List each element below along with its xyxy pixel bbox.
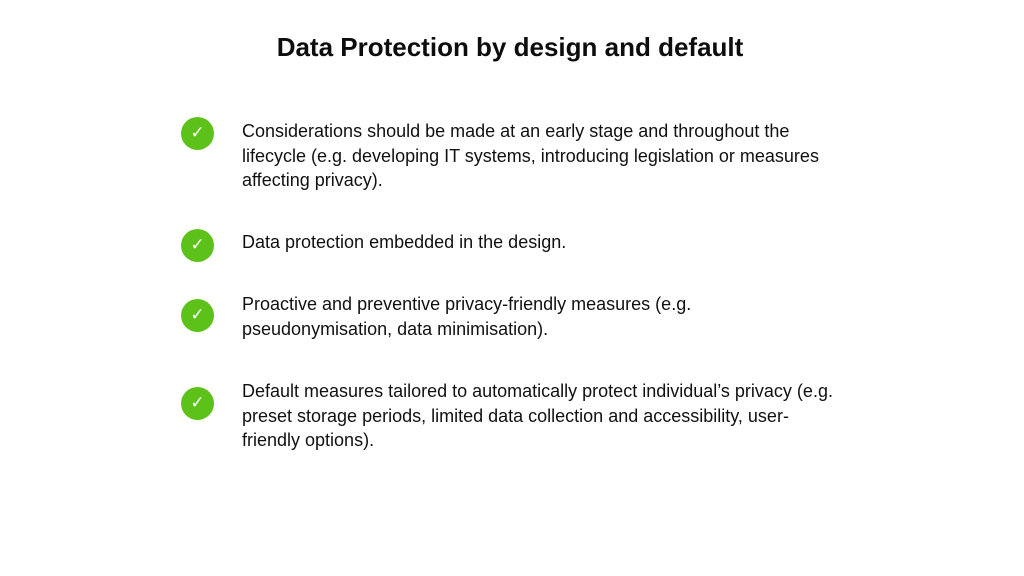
- check-circle-icon: ✓: [181, 229, 214, 262]
- list-item-text: Proactive and preventive privacy-friendly measures (e.g. pseudonymisation, data minimisation).: [242, 294, 692, 339]
- check-circle-icon: ✓: [181, 117, 214, 150]
- list-item-text: Default measures tailored to automatically protect individual’s privacy (e.g. preset storage periods, limited data collection and accessibility, user-friendly options).: [242, 381, 833, 450]
- slide-title: Data Protection by design and default: [276, 32, 744, 62]
- list-item-text: Data protection embedded in the design.: [242, 232, 567, 252]
- check-circle-icon: ✓: [181, 299, 214, 332]
- check-circle-icon: ✓: [181, 387, 214, 420]
- list-item-text: Considerations should be made at an early stage and throughout the lifecycle (e.g. developing IT systems, introducing legislation or measures affecting privacy).: [242, 121, 819, 190]
